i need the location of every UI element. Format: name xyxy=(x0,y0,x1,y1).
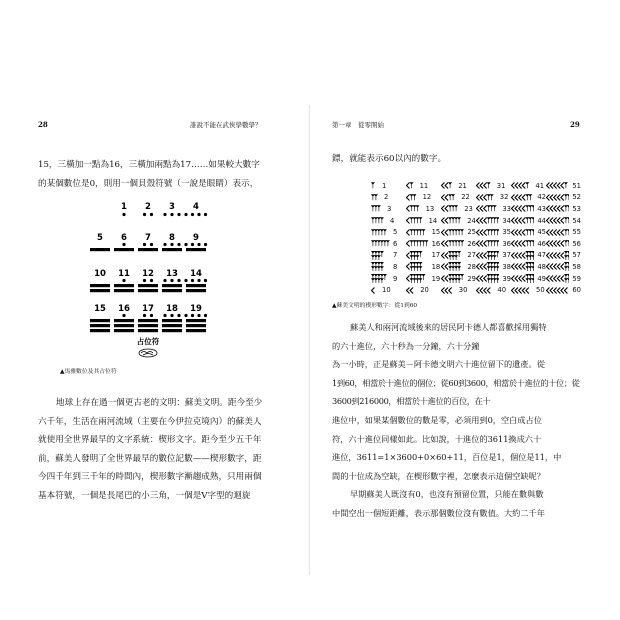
cuneiform-cell xyxy=(511,251,546,260)
cuneiform-glyph-icon xyxy=(441,239,464,248)
cuneiform-number-label: 38 xyxy=(502,262,511,271)
cuneiform-number-label: 21 xyxy=(458,181,467,190)
text-line: 就使用全世界最早的文字系統：楔形文字。距今至少五千年 xyxy=(38,435,262,446)
text-line: 進位中，如果某個數位的數是零，必須用到0，空白成占位 xyxy=(332,414,542,425)
maya-number-label: 10 xyxy=(94,269,106,279)
cuneiform-number-label: 44 xyxy=(537,216,546,225)
cuneiform-cell xyxy=(546,228,581,237)
cuneiform-cell xyxy=(476,274,511,283)
text-line: 間的十位成為空缺，在楔形數字裡，怎麼表示這個空缺呢？ xyxy=(332,470,545,481)
cuneiform-cell xyxy=(511,216,546,225)
cuneiform-glyph-icon xyxy=(406,286,417,295)
cuneiform-cell xyxy=(406,262,441,271)
cuneiform-number-label: 19 xyxy=(431,274,441,283)
cuneiform-glyph-icon xyxy=(511,239,534,248)
maya-number-label: 14 xyxy=(190,269,202,279)
cuneiform-number-label: 11 xyxy=(419,181,429,190)
cuneiform-glyph-icon xyxy=(476,181,494,190)
text-line: 中間空出一個短距離，表示那個數位沒有數值。大約二千年 xyxy=(332,507,545,518)
maya-number-label: 18 xyxy=(166,304,178,314)
cuneiform-number-label: 50 xyxy=(536,286,545,295)
cuneiform-glyph-icon xyxy=(476,286,494,295)
cuneiform-cell xyxy=(371,286,406,295)
cuneiform-number-label: 18 xyxy=(431,262,441,271)
cuneiform-cell xyxy=(511,274,546,283)
cuneiform-row xyxy=(371,238,581,250)
cuneiform-number-label: 53 xyxy=(572,204,581,213)
cuneiform-cell xyxy=(476,239,511,248)
cuneiform-cell xyxy=(406,181,441,190)
cuneiform-glyph-icon xyxy=(546,204,569,213)
cuneiform-number-label: 20 xyxy=(420,286,429,295)
cuneiform-number-label: 30 xyxy=(458,286,468,295)
cuneiform-number-label: 51 xyxy=(572,181,581,190)
cuneiform-cell xyxy=(511,181,546,190)
cuneiform-number-label: 42 xyxy=(537,193,546,202)
maya-number-label: 2 xyxy=(145,202,151,212)
cuneiform-glyph-icon xyxy=(546,286,569,295)
text-line: 1到60，相當於十進位的個位；從60到3600，相當於十進位的十位；從3600到216000，相當於十進位的百位，在十 xyxy=(332,377,580,407)
cuneiform-cell xyxy=(441,262,476,271)
cuneiform-number-label: 57 xyxy=(572,251,581,260)
cuneiform-cell xyxy=(511,239,546,248)
right-body-text xyxy=(332,318,594,523)
cuneiform-row xyxy=(371,226,581,238)
cuneiform-glyph-icon xyxy=(546,251,569,260)
cuneiform-glyph-icon xyxy=(441,204,461,213)
cuneiform-number-label: 32 xyxy=(499,193,509,202)
cuneiform-number-label: 1 xyxy=(382,181,387,190)
cuneiform-number-label: 35 xyxy=(502,228,511,237)
cuneiform-row xyxy=(371,203,581,215)
cuneiform-glyph-icon xyxy=(546,228,569,237)
maya-number-label: 13 xyxy=(166,269,178,279)
cuneiform-cell xyxy=(441,274,476,283)
maya-number-label: 7 xyxy=(145,233,151,243)
cuneiform-number-label: 31 xyxy=(496,181,506,190)
cuneiform-glyph-icon xyxy=(476,251,499,260)
cuneiform-glyph-icon xyxy=(406,239,429,248)
cuneiform-cell xyxy=(441,193,476,202)
cuneiform-cell xyxy=(441,181,476,190)
cuneiform-number-label: 41 xyxy=(535,181,545,190)
cuneiform-glyph-icon xyxy=(476,193,497,202)
cuneiform-number-label: 43 xyxy=(537,204,546,213)
cuneiform-number-label: 16 xyxy=(431,239,441,248)
cuneiform-glyph-icon xyxy=(441,181,455,190)
left-intro-text xyxy=(38,156,283,193)
cuneiform-cell xyxy=(441,239,476,248)
maya-number-label: 9 xyxy=(193,233,199,243)
cuneiform-glyph-icon xyxy=(406,262,429,271)
cuneiform-cell xyxy=(546,239,581,248)
cuneiform-glyph-icon xyxy=(511,216,534,225)
cuneiform-cell xyxy=(441,204,476,213)
cuneiform-glyph-icon xyxy=(476,216,499,225)
cuneiform-glyph-icon xyxy=(371,228,390,237)
cuneiform-cell xyxy=(406,193,441,202)
cuneiform-cell xyxy=(371,193,406,202)
cuneiform-number-label: 5 xyxy=(393,228,398,237)
cuneiform-cell xyxy=(546,286,581,295)
cuneiform-cell xyxy=(371,262,406,271)
cuneiform-glyph-icon xyxy=(546,274,569,283)
left-body-text xyxy=(38,394,288,506)
cuneiform-number-label: 37 xyxy=(502,251,511,260)
cuneiform-cell xyxy=(371,181,406,190)
cuneiform-number-label: 54 xyxy=(572,216,581,225)
cuneiform-glyph-icon xyxy=(441,216,464,225)
cuneiform-cell xyxy=(511,204,546,213)
cuneiform-row xyxy=(371,273,581,285)
text-line: 符，六十進位同樣如此。比如說，十進位的3611換成六十 xyxy=(332,433,542,444)
text-line: 進位，3611=1×3600+0×60+11，百位是1，個位是11，中 xyxy=(332,452,562,463)
cuneiform-number-label: 8 xyxy=(393,262,398,271)
cuneiform-glyph-icon xyxy=(546,181,569,190)
cuneiform-number-label: 4 xyxy=(390,216,395,225)
cuneiform-row xyxy=(371,250,581,262)
cuneiform-cell xyxy=(441,216,476,225)
text-line: 基本符號，一個是長尾巴的小三角，一個是V字型的迴旋 xyxy=(38,490,251,501)
text-line: 15，三橫加一點為16，三橫加兩點為17……如果較大數字 xyxy=(38,160,260,170)
cuneiform-glyph-icon xyxy=(406,193,420,202)
cuneiform-glyph-icon xyxy=(546,193,569,202)
cuneiform-number-label: 33 xyxy=(502,204,511,213)
cuneiform-glyph-icon xyxy=(476,228,499,237)
cuneiform-glyph-icon xyxy=(511,262,534,271)
cuneiform-number-label: 58 xyxy=(572,262,581,271)
cuneiform-number-label: 15 xyxy=(431,228,441,237)
cuneiform-number-label: 60 xyxy=(572,286,581,295)
cuneiform-number-label: 47 xyxy=(537,251,546,260)
cuneiform-glyph-icon xyxy=(441,193,458,202)
cuneiform-cell xyxy=(511,193,546,202)
cuneiform-number-label: 17 xyxy=(431,251,441,260)
cuneiform-row xyxy=(371,284,581,296)
cuneiform-glyph-icon xyxy=(406,204,423,213)
cuneiform-glyph-icon xyxy=(406,274,429,283)
cuneiform-number-label: 28 xyxy=(467,262,476,271)
cuneiform-glyph-icon xyxy=(476,239,499,248)
cuneiform-cell xyxy=(511,228,546,237)
maya-number-label: 1 xyxy=(121,202,127,212)
cuneiform-number-label: 26 xyxy=(467,239,476,248)
cuneiform-glyph-icon xyxy=(406,228,429,237)
cuneiform-glyph-icon xyxy=(371,251,390,260)
running-title-left: 誰說不能在武俠學數學？ xyxy=(190,121,262,129)
maya-glyphs-row4 xyxy=(90,314,207,332)
text-line: 早期蘇美人既沒有0，也沒有預留位置，只能在數與數 xyxy=(350,489,544,500)
text-line: 的六十進位，六十秒為一分鐘，六十分鐘 xyxy=(332,340,480,351)
cuneiform-cell xyxy=(406,274,441,283)
cuneiform-cell xyxy=(476,204,511,213)
cuneiform-cell xyxy=(546,204,581,213)
text-line: 今四千年到三千年的時間內，楔形數字漸趨成熟，只用兩個 xyxy=(38,472,262,483)
cuneiform-number-label: 52 xyxy=(572,193,581,202)
cuneiform-number-label: 59 xyxy=(572,274,581,283)
maya-number-label: 15 xyxy=(94,304,106,314)
cuneiform-number-label: 36 xyxy=(502,239,511,248)
cuneiform-cell xyxy=(441,286,476,295)
cuneiform-cell xyxy=(546,181,581,190)
cuneiform-glyph-icon xyxy=(511,204,534,213)
cuneiform-cell xyxy=(476,181,511,190)
page-number-left: 28 xyxy=(38,120,48,129)
cuneiform-cell xyxy=(371,204,406,213)
cuneiform-number-label: 12 xyxy=(422,193,432,202)
cuneiform-cell xyxy=(476,193,511,202)
text-line: 的某個數位是0，則用一個貝殼符號（一說是眼睛）表示， xyxy=(38,178,259,189)
cuneiform-number-label: 48 xyxy=(537,262,546,271)
cuneiform-cell xyxy=(476,228,511,237)
cuneiform-row xyxy=(371,215,581,227)
text-line: 蘇美人和兩河流域後來的居民阿卡德人都喜歡採用獨特 xyxy=(350,322,547,332)
page-number-right: 29 xyxy=(570,120,580,129)
cuneiform-number-label: 3 xyxy=(387,204,392,213)
cuneiform-row xyxy=(371,192,581,204)
zero-placeholder-label: 占位符 xyxy=(136,337,160,346)
cuneiform-glyph-icon xyxy=(546,216,569,225)
cuneiform-number-label: 6 xyxy=(393,239,398,248)
cuneiform-number-label: 29 xyxy=(467,274,476,283)
cuneiform-row xyxy=(371,261,581,273)
cuneiform-glyph-icon xyxy=(476,262,499,271)
cuneiform-glyph-icon xyxy=(546,239,569,248)
maya-number-label: 11 xyxy=(118,269,130,279)
cuneiform-number-label: 25 xyxy=(467,228,476,237)
cuneiform-cell xyxy=(441,251,476,260)
cuneiform-glyph-icon xyxy=(511,286,533,295)
cuneiform-number-label: 49 xyxy=(537,274,546,283)
cuneiform-number-label: 9 xyxy=(393,274,398,283)
cuneiform-glyph-icon xyxy=(371,216,387,225)
cuneiform-glyph-icon xyxy=(511,228,534,237)
running-title-right: 第一章 從零開始 xyxy=(332,121,384,129)
cuneiform-glyph-icon xyxy=(371,286,379,295)
cuneiform-cell xyxy=(406,251,441,260)
cuneiform-cell xyxy=(371,239,406,248)
cuneiform-glyph-icon xyxy=(371,262,390,271)
cuneiform-number-label: 13 xyxy=(425,204,435,213)
cuneiform-glyph-icon xyxy=(511,181,532,190)
maya-number-label: 4 xyxy=(193,202,199,212)
cuneiform-glyph-icon xyxy=(441,262,464,271)
maya-glyphs-row2 xyxy=(90,243,207,251)
cuneiform-cell xyxy=(371,274,406,283)
cuneiform-cell xyxy=(476,251,511,260)
cuneiform-cell xyxy=(406,239,441,248)
cuneiform-number-label: 27 xyxy=(467,251,476,260)
cuneiform-glyph-icon xyxy=(441,274,464,283)
cuneiform-cell xyxy=(511,286,546,295)
text-line: 地球上存在過一個更古老的文明：蘇美文明。距今至少 xyxy=(56,398,263,408)
cuneiform-cell xyxy=(546,274,581,283)
cuneiform-cell xyxy=(546,251,581,260)
cuneiform-cell xyxy=(406,228,441,237)
text-line: 為一小時，正是蘇美－阿卡德文明六十進位留下的遺產。從 xyxy=(332,359,545,370)
cuneiform-cell xyxy=(406,204,441,213)
cuneiform-number-label: 22 xyxy=(461,193,470,202)
text-line: 前，蘇美人發明了全世界最早的數位記數——楔形數字，距 xyxy=(38,453,262,464)
maya-number-label: 8 xyxy=(169,233,175,243)
maya-glyphs-row3 xyxy=(90,279,207,292)
cuneiform-cell xyxy=(511,262,546,271)
text-line: 六千年，生活在兩河流域（主要在今伊拉克境內）的蘇美人 xyxy=(38,416,262,427)
cuneiform-cell xyxy=(546,193,581,202)
cuneiform-number-label: 39 xyxy=(502,274,511,283)
cuneiform-number-label: 45 xyxy=(537,228,546,237)
cuneiform-cell xyxy=(546,216,581,225)
cuneiform-cell xyxy=(441,228,476,237)
cuneiform-glyph-icon xyxy=(406,181,417,190)
cuneiform-numerals-table xyxy=(371,180,581,296)
cuneiform-cell xyxy=(406,216,441,225)
cuneiform-cell xyxy=(476,262,511,271)
cuneiform-number-label: 56 xyxy=(572,239,581,248)
cuneiform-glyph-icon xyxy=(511,251,534,260)
cuneiform-glyph-icon xyxy=(441,251,464,260)
cuneiform-cell xyxy=(406,286,441,295)
maya-number-label: 12 xyxy=(142,269,154,279)
cuneiform-glyph-icon xyxy=(476,274,499,283)
cuneiform-cell xyxy=(371,216,406,225)
cuneiform-glyph-icon xyxy=(371,239,390,248)
cuneiform-glyph-icon xyxy=(476,204,499,213)
cuneiform-number-label: 46 xyxy=(537,239,546,248)
cuneiform-number-label: 7 xyxy=(393,251,398,260)
cuneiform-number-label: 55 xyxy=(572,228,581,237)
shell-zero-icon xyxy=(139,349,157,357)
right-intro-text: 鏢，就能表示60以內的數字。 xyxy=(332,154,447,164)
cuneiform-glyph-icon xyxy=(406,251,429,260)
cuneiform-cell xyxy=(476,216,511,225)
maya-figure-caption: ▲馬雅數位及其占位符 xyxy=(60,369,117,375)
cuneiform-glyph-icon xyxy=(406,216,426,225)
cuneiform-cell xyxy=(371,228,406,237)
maya-number-label: 5 xyxy=(97,233,103,243)
cuneiform-cell xyxy=(546,262,581,271)
cuneiform-figure-caption: ▲蘇美文明的楔形數字：從1到60 xyxy=(332,303,418,309)
cuneiform-glyph-icon xyxy=(441,286,456,295)
cuneiform-cell xyxy=(476,286,511,295)
cuneiform-glyph-icon xyxy=(371,204,384,213)
maya-number-label: 17 xyxy=(142,304,154,314)
cuneiform-glyph-icon xyxy=(371,274,390,283)
cuneiform-number-label: 40 xyxy=(497,286,507,295)
cuneiform-glyph-icon xyxy=(511,274,534,283)
cuneiform-row xyxy=(371,180,581,192)
maya-numerals-figure xyxy=(88,200,228,360)
cuneiform-number-label: 14 xyxy=(428,216,438,225)
maya-glyphs-row1 xyxy=(122,213,207,216)
cuneiform-number-label: 24 xyxy=(467,216,476,225)
maya-number-label: 6 xyxy=(121,233,127,243)
cuneiform-number-label: 34 xyxy=(502,216,511,225)
cuneiform-glyph-icon xyxy=(511,193,534,202)
cuneiform-cell xyxy=(371,251,406,260)
cuneiform-glyph-icon xyxy=(546,262,569,271)
right-page xyxy=(310,0,620,620)
maya-number-label: 3 xyxy=(169,202,175,212)
maya-number-label: 19 xyxy=(190,304,202,314)
cuneiform-number-label: 10 xyxy=(382,286,391,295)
cuneiform-glyph-icon xyxy=(371,193,381,202)
cuneiform-glyph-icon xyxy=(371,181,379,190)
maya-number-label: 16 xyxy=(118,304,130,314)
cuneiform-glyph-icon xyxy=(441,228,464,237)
cuneiform-number-label: 2 xyxy=(384,193,389,202)
cuneiform-number-label: 23 xyxy=(464,204,473,213)
